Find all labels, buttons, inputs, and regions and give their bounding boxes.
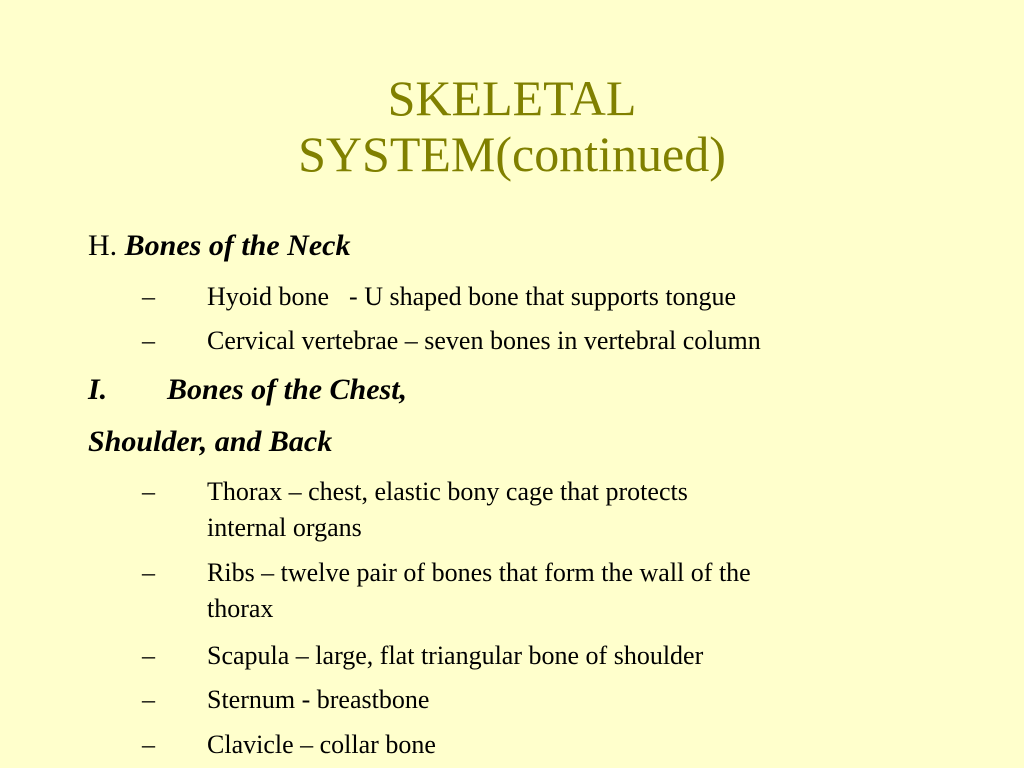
section-i-title-line-2: Shoulder, and Back xyxy=(88,425,333,458)
section-i-heading xyxy=(88,373,407,407)
section-h-title: Bones of the Neck xyxy=(124,229,351,262)
bullet-dash: – xyxy=(142,282,155,311)
section-h-prefix: H. xyxy=(88,229,118,262)
slide-title-line-1: SKELETAL xyxy=(387,70,637,126)
bullet-dash: – xyxy=(142,730,155,759)
list-item: Scapula – large, flat triangular bone of shoulder xyxy=(207,641,704,670)
list-item: Thorax – chest, elastic bony cage that protects xyxy=(207,477,688,506)
section-i-title-line-1: Bones of the Chest, xyxy=(167,373,408,406)
bullet-dash: – xyxy=(142,477,155,506)
list-item-text: - U shaped bone that supports tongue xyxy=(349,282,737,311)
bullet-dash: – xyxy=(142,685,155,714)
bullet-dash: – xyxy=(142,641,155,670)
list-item: Cervical vertebrae – seven bones in vertebral column xyxy=(207,326,761,355)
list-item xyxy=(207,282,736,312)
section-h-heading xyxy=(88,229,350,263)
list-item: Ribs – twelve pair of bones that form the wall of the xyxy=(207,558,751,587)
slide-title-line-2: SYSTEM(continued) xyxy=(298,126,726,182)
bullet-dash: – xyxy=(142,326,155,355)
section-i-prefix: I. xyxy=(88,373,108,406)
list-item: Sternum - breastbone xyxy=(207,685,430,714)
list-item-term: Hyoid bone xyxy=(207,282,330,311)
list-item-continuation: internal organs xyxy=(207,513,362,542)
bullet-dash: – xyxy=(142,558,155,587)
list-item: Clavicle – collar bone xyxy=(207,730,436,759)
list-item-continuation: thorax xyxy=(207,594,274,623)
